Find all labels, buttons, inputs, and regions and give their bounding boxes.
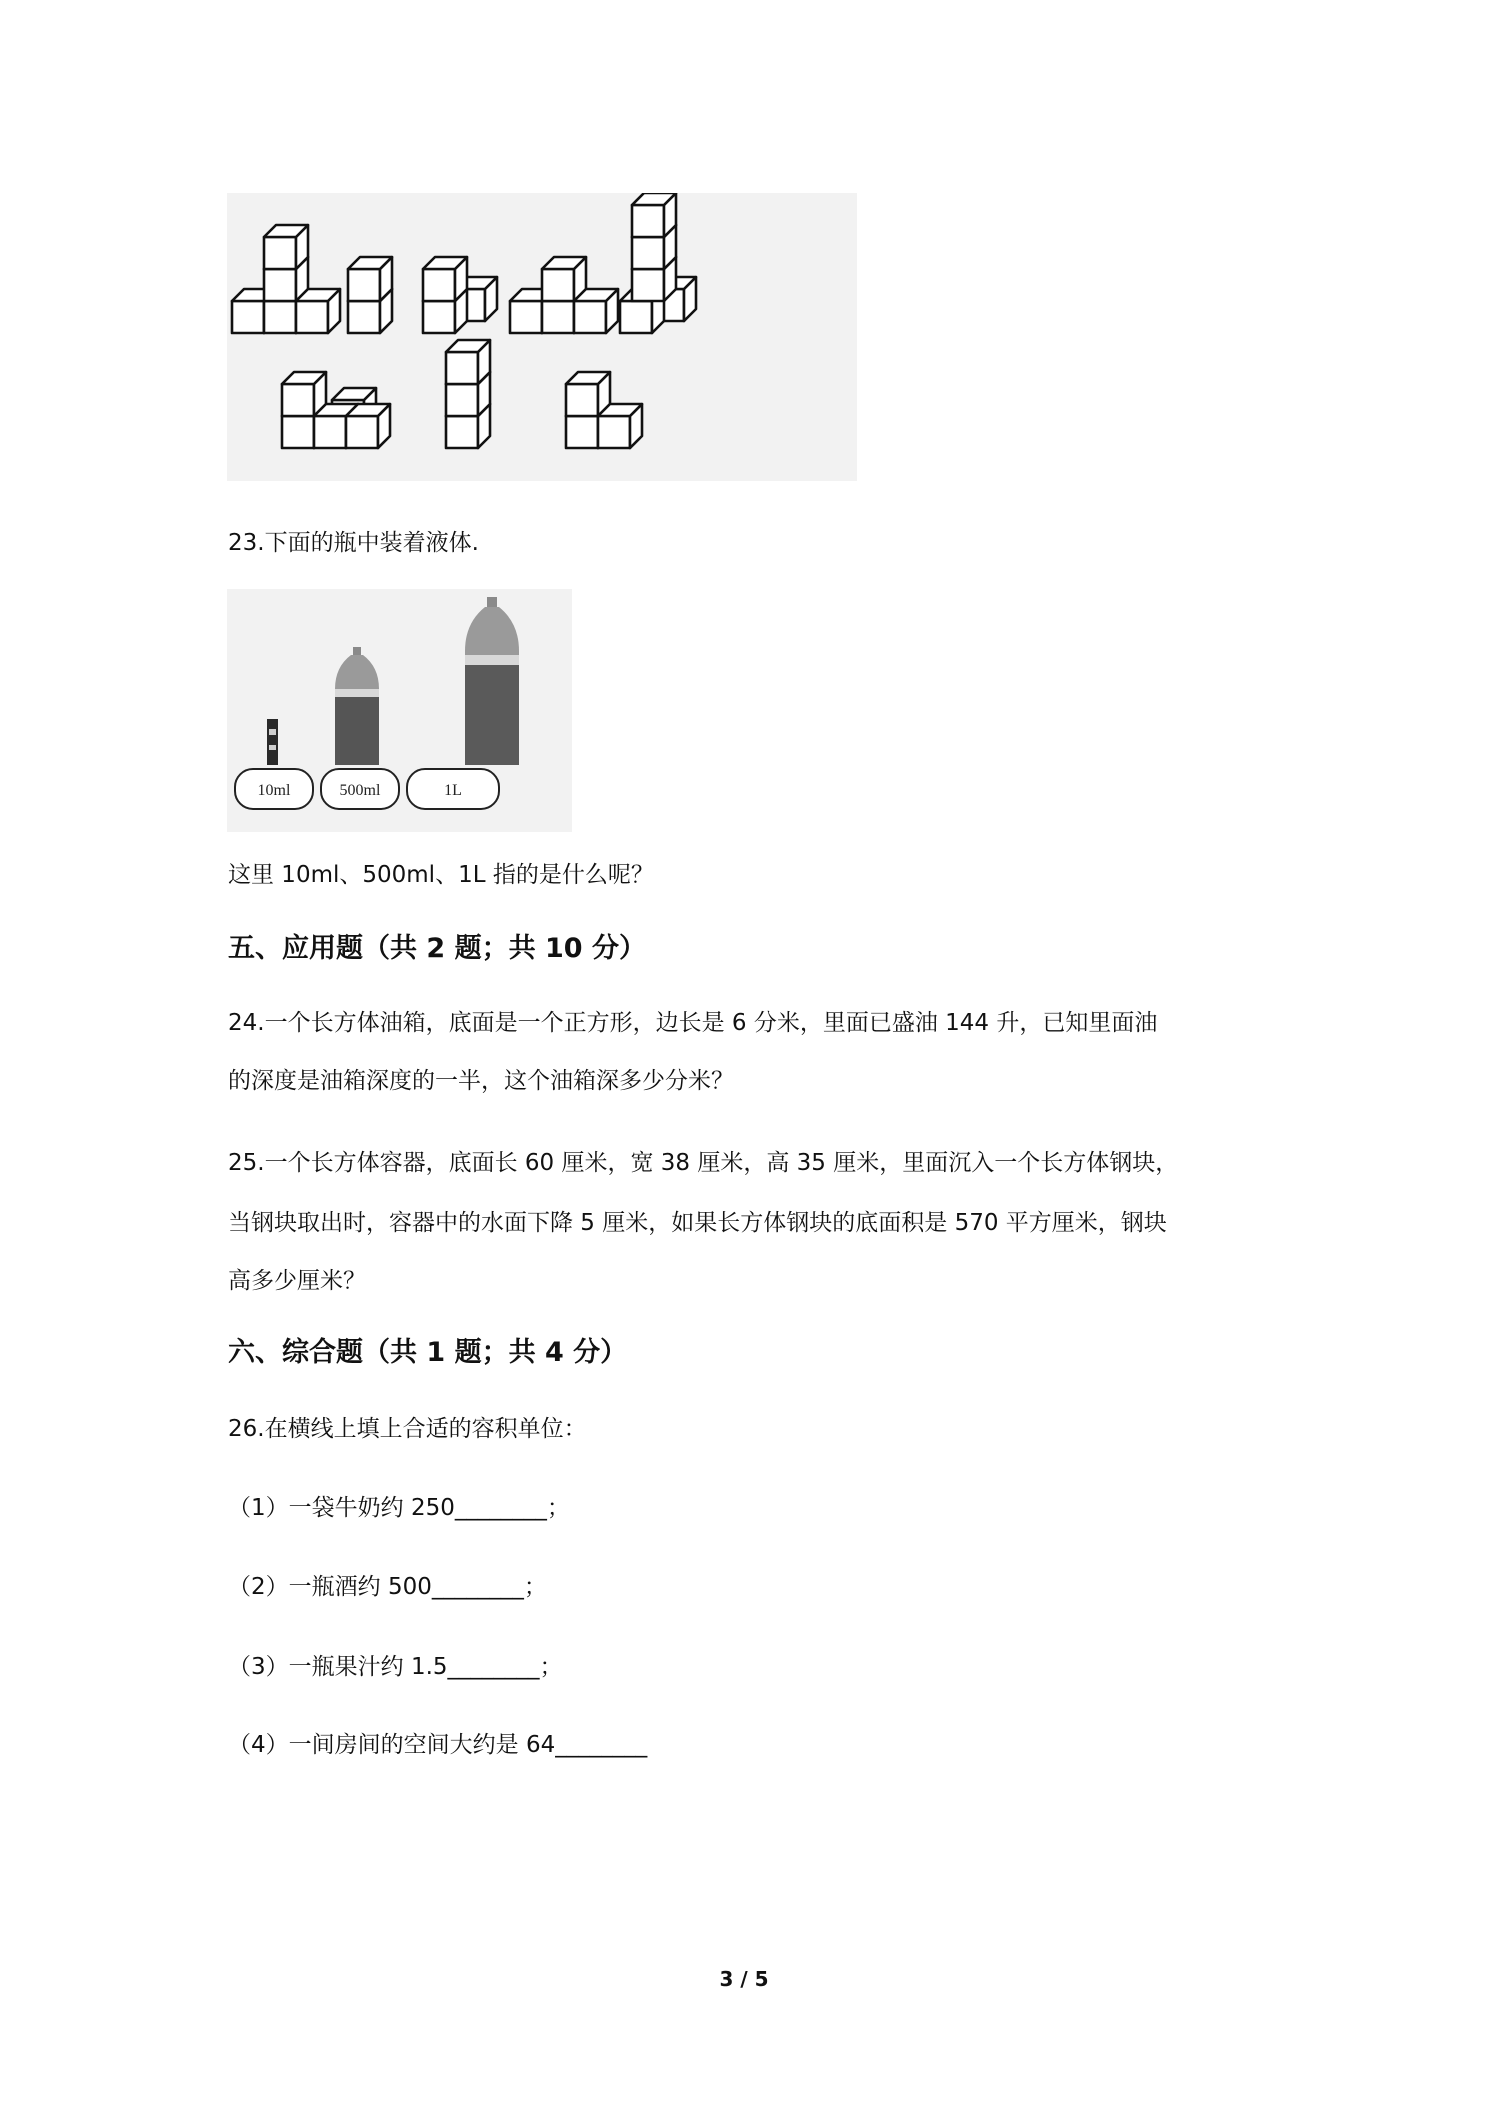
q25-line-3: 高多少厘米？ bbox=[228, 1268, 366, 1294]
q26-item-3: （3）一瓶果汁约 1.5________； bbox=[228, 1654, 563, 1680]
q26-item-4: （4）一间房间的空间大约是 64________ bbox=[228, 1732, 648, 1758]
cube-front-face bbox=[542, 269, 574, 301]
q23-question: 这里 10ml、500ml、1L 指的是什么呢？ bbox=[228, 862, 654, 888]
q23-prompt: 23.下面的瓶中装着液体. bbox=[228, 530, 479, 556]
cube-front-face bbox=[264, 301, 296, 333]
cube-front-face bbox=[264, 269, 296, 301]
q26-prompt: 26.在横线上填上合适的容积单位： bbox=[228, 1416, 587, 1442]
cube-front-face bbox=[632, 269, 664, 301]
cube-stack-icon bbox=[227, 193, 857, 481]
section6-title: 六、综合题（共 1 题；共 4 分） bbox=[228, 1337, 628, 1368]
section5-title: 五、应用题（共 2 题；共 10 分） bbox=[228, 933, 646, 964]
cube-front-face bbox=[510, 301, 542, 333]
q26-item-1: （1）一袋牛奶约 250________； bbox=[228, 1495, 570, 1521]
cube-front-face bbox=[446, 384, 478, 416]
q24-line-2: 的深度是油箱深度的一半，这个油箱深多少分米？ bbox=[228, 1068, 734, 1094]
q24-line-1: 24.一个长方体油箱，底面是一个正方形，边长是 6 分米，里面已盛油 144 升，已知里面油 bbox=[228, 1010, 1158, 1036]
liquid-bottles-icon bbox=[227, 589, 572, 832]
cube-front-face bbox=[348, 269, 380, 301]
cube-front-face bbox=[423, 301, 455, 333]
cube-front-face bbox=[574, 301, 606, 333]
cube-front-face bbox=[423, 269, 455, 301]
cube-front-face bbox=[620, 301, 652, 333]
q25-line-2: 当钢块取出时，容器中的水面下降 5 厘米，如果长方体钢块的底面积是 570 平方厘米，钢块 bbox=[228, 1210, 1167, 1236]
small-vial-icon bbox=[267, 719, 278, 765]
page-number: 3 / 5 bbox=[719, 1967, 769, 1991]
cube-front-face bbox=[632, 205, 664, 237]
cube-front-face bbox=[598, 416, 630, 448]
bottle-1l-icon bbox=[465, 597, 519, 765]
cube-front-face bbox=[296, 301, 328, 333]
cube-front-face bbox=[282, 416, 314, 448]
cube-front-face bbox=[348, 301, 380, 333]
bottle-label-1l: 1L bbox=[444, 782, 462, 799]
cube-front-face bbox=[314, 416, 346, 448]
cube-front-face bbox=[542, 301, 574, 333]
cube-front-face bbox=[566, 384, 598, 416]
cube-front-face bbox=[264, 237, 296, 269]
cube-front-face bbox=[282, 384, 314, 416]
bottle-label-500ml: 500ml bbox=[339, 782, 381, 799]
cube-front-face bbox=[232, 301, 264, 333]
bottle-500ml-icon bbox=[335, 647, 379, 765]
cube-stacks-figure bbox=[227, 193, 857, 481]
cube-front-face bbox=[346, 416, 378, 448]
cube-front-face bbox=[446, 352, 478, 384]
bottle-label-10ml: 10ml bbox=[257, 782, 291, 799]
q25-line-1: 25.一个长方体容器，底面长 60 厘米，宽 38 厘米，高 35 厘米，里面沉入一个长方体钢块， bbox=[228, 1150, 1179, 1176]
cube-front-face bbox=[632, 237, 664, 269]
cube-front-face bbox=[446, 416, 478, 448]
cube-front-face bbox=[566, 416, 598, 448]
bottles-figure bbox=[227, 589, 572, 832]
q26-item-2: （2）一瓶酒约 500________； bbox=[228, 1574, 547, 1600]
